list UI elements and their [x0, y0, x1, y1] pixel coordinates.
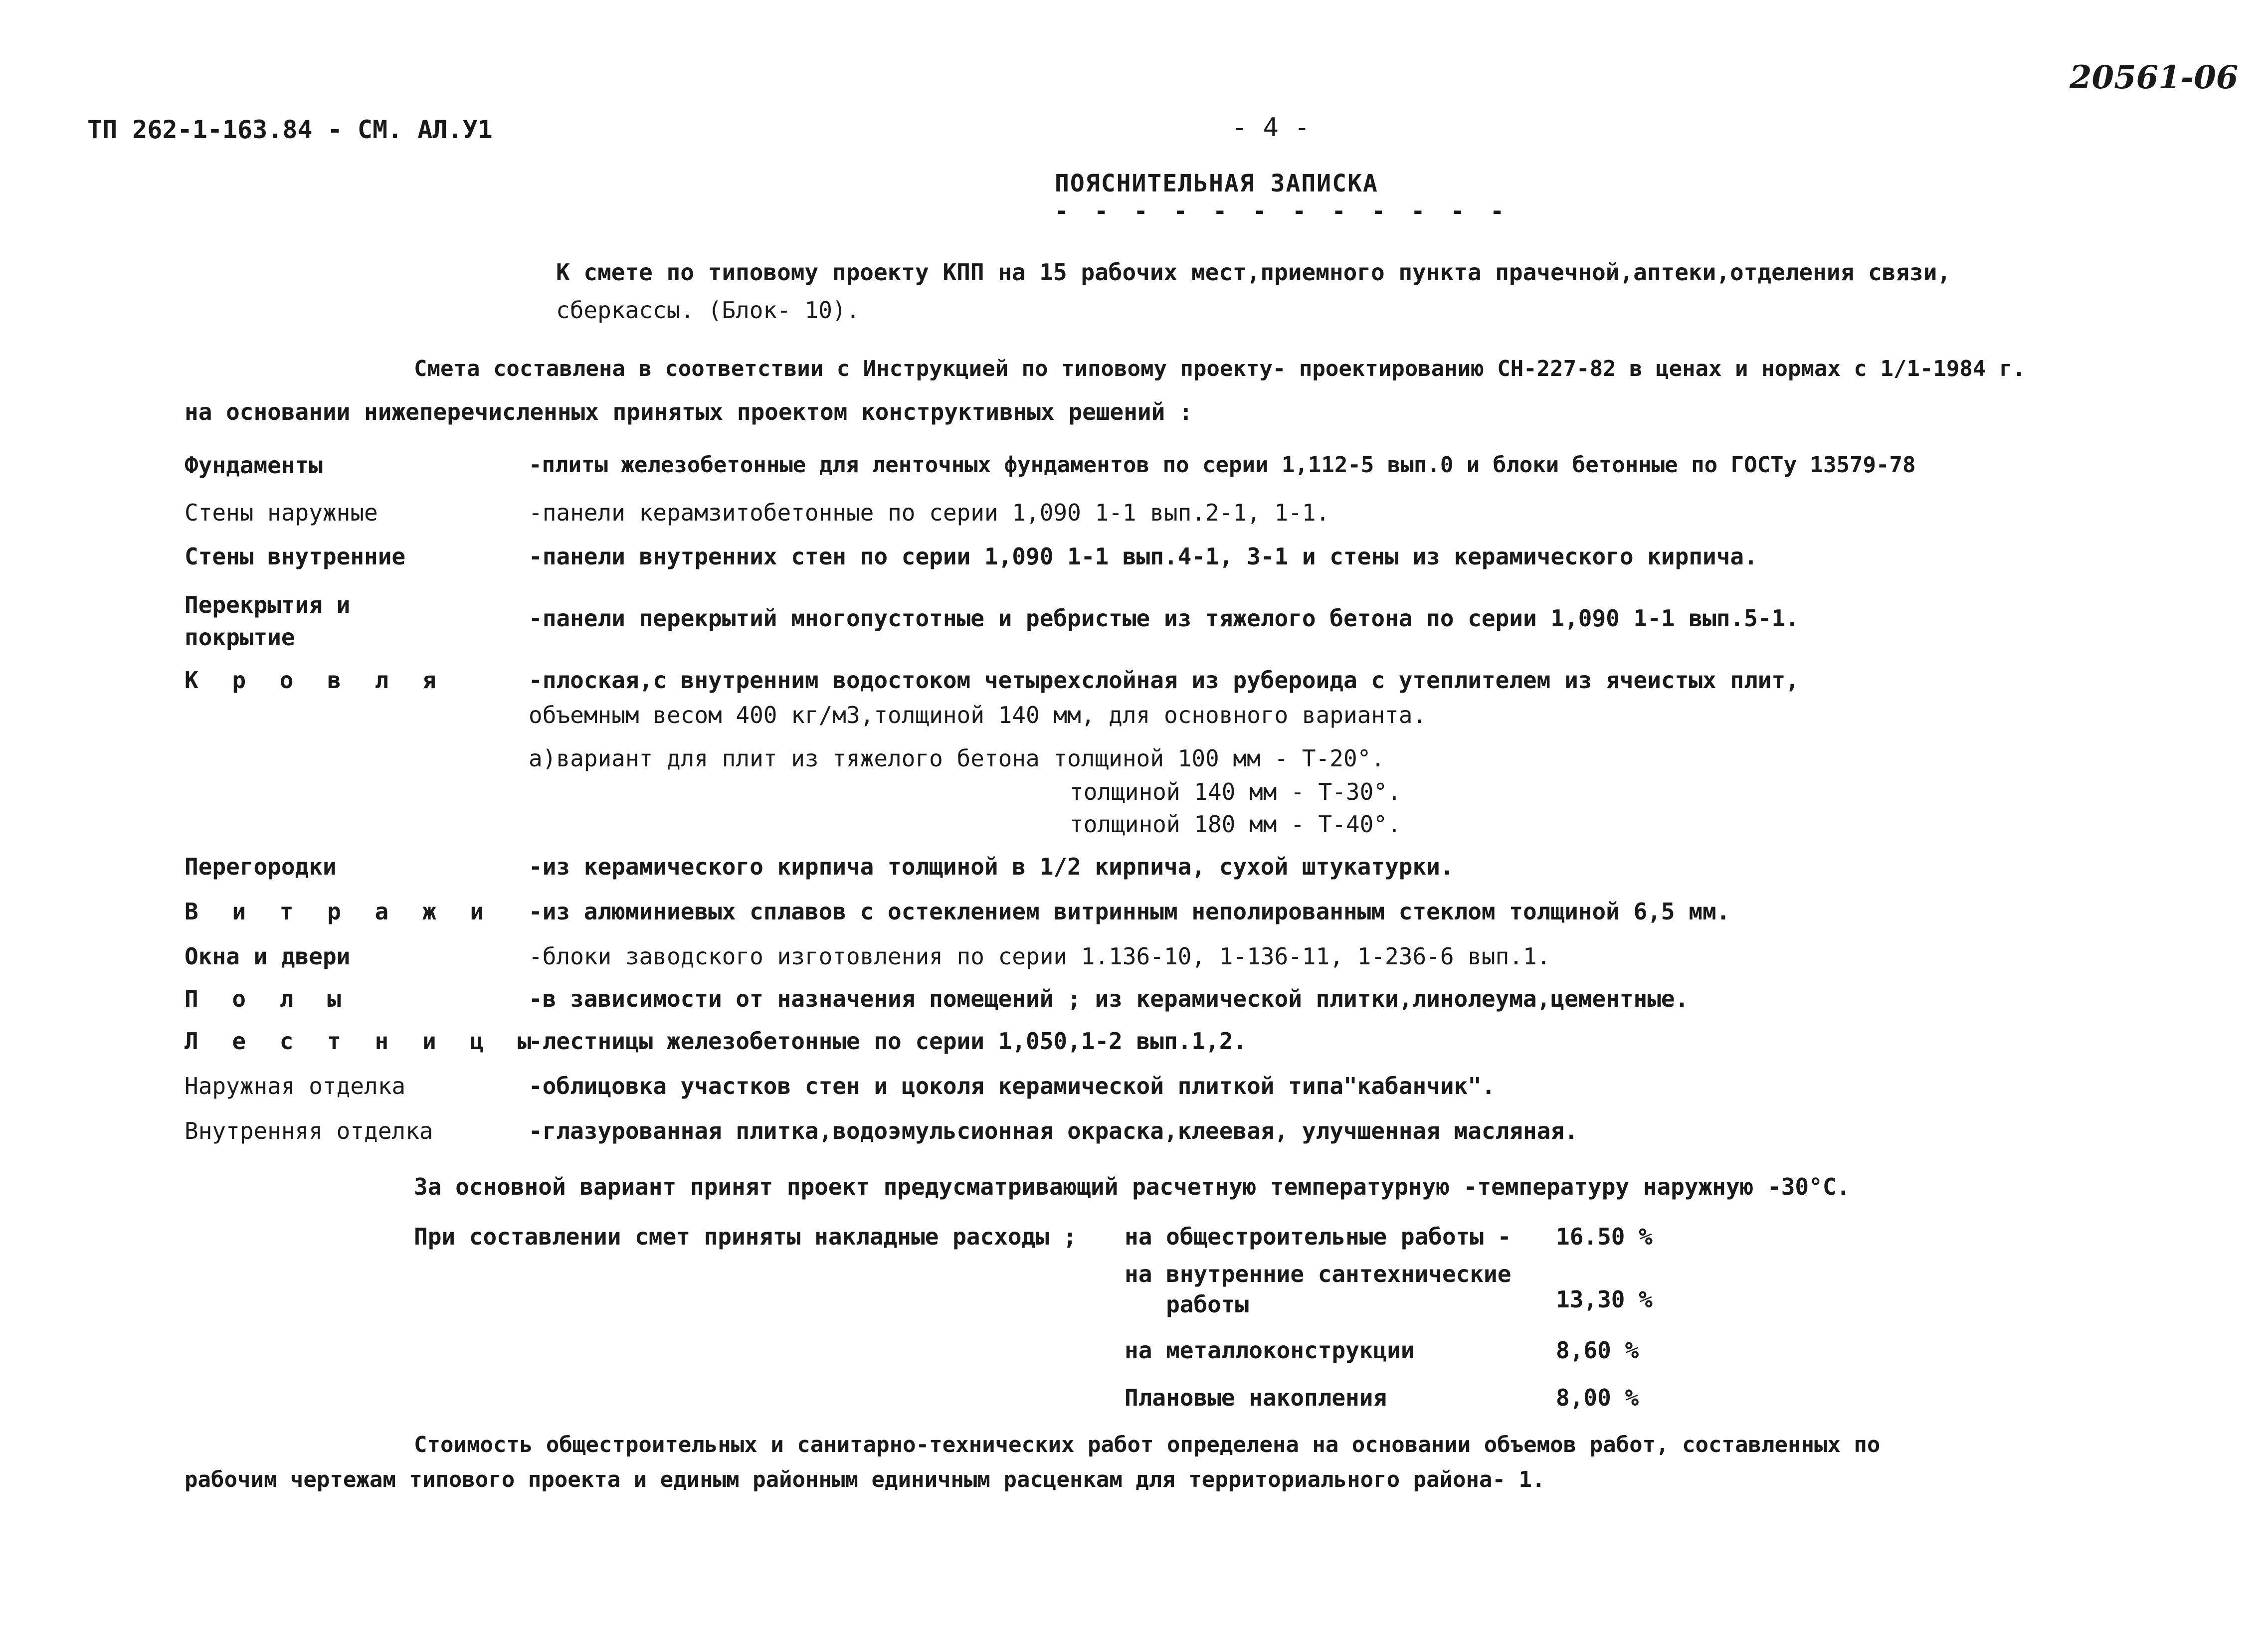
overhead-value-sanitary: 13,30 % — [1556, 1286, 1653, 1313]
solution-value-inner-finish: -глазурованная плитка,водоэмульсионная окраска,клеевая, улучшенная масляная. — [529, 1117, 1578, 1144]
solution-label-foundations: Фундаменты — [185, 452, 323, 479]
document-code: ТП 262-1-163.84 - СМ. АЛ.У1 — [87, 115, 493, 144]
roof-variant-line-2: толщиной 140 мм - Т-30°. — [1070, 778, 1401, 805]
solution-value-stained-glass: -из алюминиевых сплавов с остеклением витринным неполированным стеклом толщиной 6,5 мм. — [529, 898, 1730, 925]
roof-variant-line-1: а)вариант для плит из тяжелого бетона толщиной 100 мм - Т-20°. — [529, 745, 1385, 772]
document-title: ПОЯСНИТЕЛЬНАЯ ЗАПИСКА — [1055, 170, 1378, 197]
solution-label-windows-doors: Окна и двери — [185, 943, 351, 970]
solution-label-inner-walls: Стены внутренние — [185, 543, 406, 570]
overheads-intro: При составлении смет приняты накладные расходы ; — [414, 1223, 1077, 1250]
basis-line-2: на основании нижеперечисленных принятых проектом конструктивных решений : — [185, 398, 1193, 425]
solution-label-outer-finish: Наружная отделка — [185, 1073, 406, 1099]
solution-value-floors-cover: -в зависимости от назначения помещений ; из керамической плитки,линолеума,цементные. — [529, 985, 1689, 1012]
solution-value-inner-walls: -панели внутренних стен по серии 1,090 1-1 вып.4-1, 3-1 и стены из керамического кирпича. — [529, 543, 1758, 570]
solution-value-windows-doors: -блоки заводского изготовления по серии 1.136-10, 1-136-11, 1-236-6 вып.1. — [529, 943, 1551, 970]
solution-label-roof: К р о в л я — [185, 667, 446, 694]
solution-value-partitions: -из керамического кирпича толщиной в 1/2 кирпича, сухой штукатурки. — [529, 853, 1454, 880]
title-underline: - - - - - - - - - - - - — [1055, 197, 1510, 224]
solution-label-stairs: Л е с т н и ц ы — [185, 1028, 542, 1055]
intro-line-1: К смете по типовому проекту КПП на 15 рабочих мест,приемного пункта прачечной,аптеки,отделения связи, — [556, 259, 1951, 286]
overhead-label-general: на общестроительные работы - — [1125, 1223, 1512, 1250]
archive-number: 20561-06 — [2070, 59, 2239, 96]
solution-value-foundations: -плиты железобетонные для ленточных фундаментов по серии 1,112-5 вып.0 и блоки бетонные по ГОСТу 13579-78 — [529, 452, 1916, 478]
solution-value-floors: -панели перекрытий многопустотные и ребристые из тяжелого бетона по серии 1,090 1-1 вып.5-1. — [529, 605, 1799, 632]
solution-value-stairs: -лестницы железобетонные по серии 1,050,1-2 вып.1,2. — [529, 1028, 1247, 1055]
overhead-label-metal: на металлоконструкции — [1125, 1337, 1415, 1364]
overhead-value-metal: 8,60 % — [1556, 1337, 1639, 1364]
solution-label-floors-line-2: покрытие — [185, 624, 295, 651]
solution-value-outer-walls: -панели керамзитобетонные по серии 1,090 1-1 вып.2-1, 1-1. — [529, 499, 1330, 526]
intro-line-2: сберкассы. (Блок- 10). — [556, 297, 860, 324]
overhead-label-planned: Плановые накопления — [1125, 1384, 1387, 1411]
solution-label-outer-walls: Стены наружные — [185, 499, 378, 526]
solution-label-stained-glass: В и т р а ж и — [185, 898, 494, 925]
solution-label-floors-cover: П о л ы — [185, 985, 351, 1012]
page-number: - 4 - — [1232, 113, 1310, 143]
roof-variant-line-3: толщиной 180 мм - Т-40°. — [1070, 811, 1401, 838]
solution-value-outer-finish: -облицовка участков стен и цоколя керамической плиткой типа"кабанчик". — [529, 1073, 1496, 1099]
solution-label-partitions: Перегородки — [185, 853, 337, 880]
solution-label-floors-line-1: Перекрытия и — [185, 591, 351, 618]
solution-value-roof-line-1: -плоская,с внутренним водостоком четырехслойная из рубероида с утеплителем из ячеистых плит, — [529, 667, 1799, 694]
main-variant-text: За основной вариант принят проект предусматривающий расчетную температурную -температуру наружную -30°С. — [414, 1173, 1851, 1200]
overhead-value-general: 16.50 % — [1556, 1223, 1653, 1250]
overhead-label-sanitary-line-1: на внутренние сантехнические — [1125, 1261, 1512, 1287]
cost-note-line-1: Стоимость общестроительных и санитарно-технических работ определена на основании объемов работ, составленных по — [414, 1432, 1881, 1457]
solution-label-inner-finish: Внутренняя отделка — [185, 1117, 433, 1144]
cost-note-line-2: рабочим чертежам типового проекта и единым районным единичным расценкам для территориального района- 1. — [185, 1467, 1545, 1492]
solution-value-roof-line-2: объемным весом 400 кг/м3,толщиной 140 мм, для основного варианта. — [529, 702, 1427, 728]
overhead-label-sanitary-line-2: работы — [1125, 1291, 1249, 1318]
basis-line-1: Смета составлена в соответствии с Инструкцией по типовому проекту- проектированию СН-227-82 в ценах и нормах с 1/1-1984 г. — [414, 356, 2026, 381]
overhead-value-planned: 8,00 % — [1556, 1384, 1639, 1411]
